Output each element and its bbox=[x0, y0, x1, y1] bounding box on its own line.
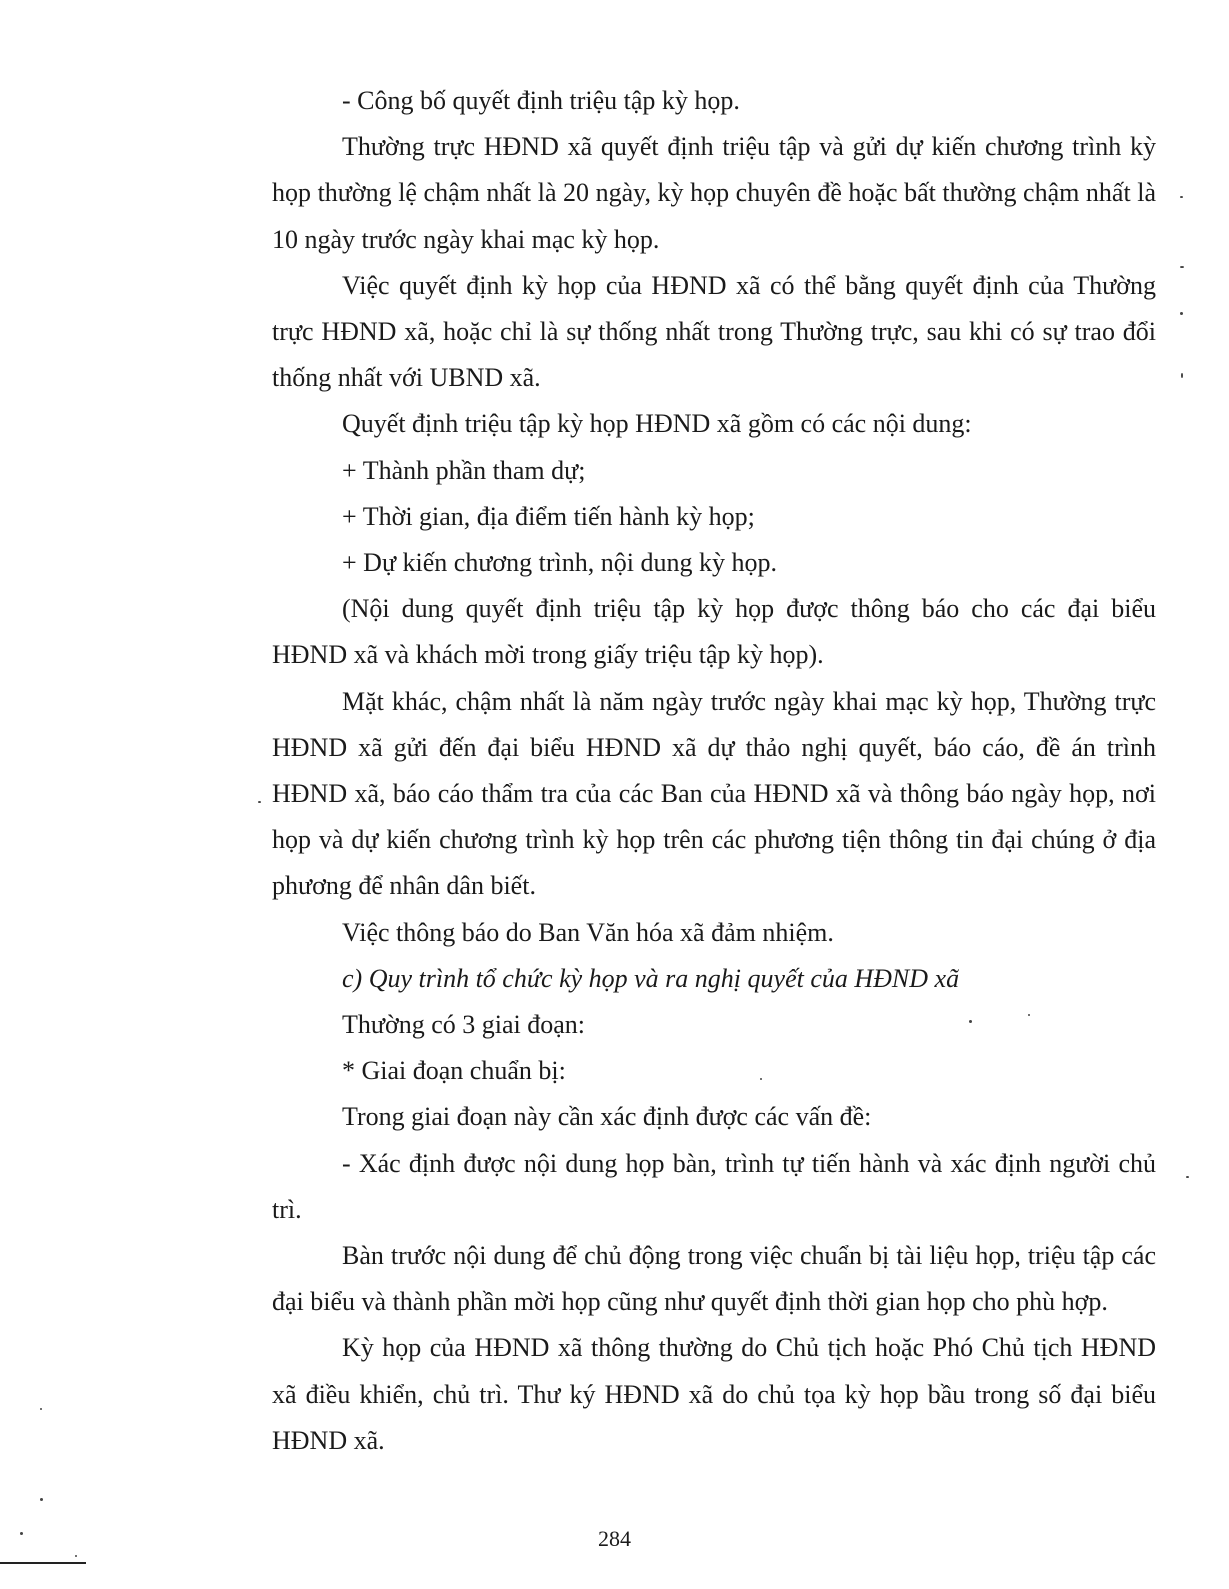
paragraph: Quyết định triệu tập kỳ họp HĐND xã gồm có các nội dung: bbox=[342, 409, 972, 439]
paragraph: (Nội dung quyết định triệu tập kỳ họp được thông báo cho các đại biểu HĐND xã và khách mời trong giấy triệu tập kỳ họp). bbox=[272, 594, 1156, 670]
paragraph: Trong giai đoạn này cần xác định được các vấn đề: bbox=[342, 1102, 872, 1132]
scan-speck bbox=[760, 1078, 762, 1080]
scan-speck bbox=[75, 1555, 77, 1557]
scan-speck bbox=[1181, 373, 1183, 378]
page-body bbox=[272, 78, 1156, 1464]
paragraph: Việc quyết định kỳ họp của HĐND xã có thể bằng quyết định của Thường trực HĐND xã, hoặc chỉ là sự thống nhất trong Thường trực, sau khi có sự trao đổi thống nhất với UBND xã. bbox=[272, 270, 1156, 393]
paragraph: - Công bố quyết định triệu tập kỳ họp. bbox=[342, 86, 740, 115]
paragraph: * Giai đoạn chuẩn bị: bbox=[342, 1056, 566, 1086]
scan-speck bbox=[40, 1498, 43, 1501]
paragraph: + Thời gian, địa điểm tiến hành kỳ họp; bbox=[342, 501, 755, 531]
paragraph: Thường có 3 giai đoạn: bbox=[342, 1010, 586, 1040]
page-number: 284 bbox=[598, 1526, 631, 1551]
paragraph: + Thành phần tham dự; bbox=[342, 455, 586, 485]
paragraph: Bàn trước nội dung để chủ động trong việc chuẩn bị tài liệu họp, triệu tập các đại biểu và thành phần mời họp cũng như quyết định thời gian họp cho phù hợp. bbox=[272, 1241, 1156, 1317]
paragraph: - Xác định được nội dung họp bàn, trình tự tiến hành và xác định người chủ trì. bbox=[272, 1148, 1156, 1224]
scan-speck bbox=[1180, 266, 1184, 268]
paragraph: Kỳ họp của HĐND xã thông thường do Chủ tịch hoặc Phó Chủ tịch HĐND xã điều khiển, chủ trì. Thư ký HĐND xã do chủ tọa kỳ họp bầu trong số đại biểu HĐND xã. bbox=[272, 1333, 1156, 1455]
scan-speck bbox=[258, 801, 261, 803]
scan-speck bbox=[20, 1532, 23, 1535]
paragraph: Thường trực HĐND xã quyết định triệu tập và gửi dự kiến chương trình kỳ họp thường lệ chậm nhất là 20 ngày, kỳ họp chuyên đề hoặc bất thường chậm nhất là 10 ngày trước ngày khai mạc kỳ họp. bbox=[272, 132, 1156, 254]
scan-speck bbox=[40, 1408, 42, 1410]
section-heading: c) Quy trình tổ chức kỳ họp và ra nghị quyết của HĐND xã bbox=[342, 963, 960, 993]
scan-speck bbox=[1180, 196, 1183, 198]
scan-speck bbox=[1028, 1014, 1030, 1016]
scan-speck bbox=[1186, 1176, 1189, 1178]
scan-speck bbox=[1180, 312, 1183, 315]
paragraph: Việc thông báo do Ban Văn hóa xã đảm nhiệm. bbox=[342, 917, 834, 947]
scan-edge-line bbox=[0, 1562, 86, 1564]
paragraph: Mặt khác, chậm nhất là năm ngày trước ngày khai mạc kỳ họp, Thường trực HĐND xã gửi đến đại biểu HĐND xã dự thảo nghị quyết, báo cáo, đề án trình HĐND xã, báo cáo thẩm tra của các Ban của HĐND xã và thông báo ngày họp, nơi họp và dự kiến chương trình kỳ họp trên các phương tiện thông tin đại chúng ở địa phương để nhân dân biết. bbox=[272, 686, 1156, 901]
scan-speck bbox=[969, 1020, 972, 1023]
paragraph: + Dự kiến chương trình, nội dung kỳ họp. bbox=[342, 548, 778, 578]
